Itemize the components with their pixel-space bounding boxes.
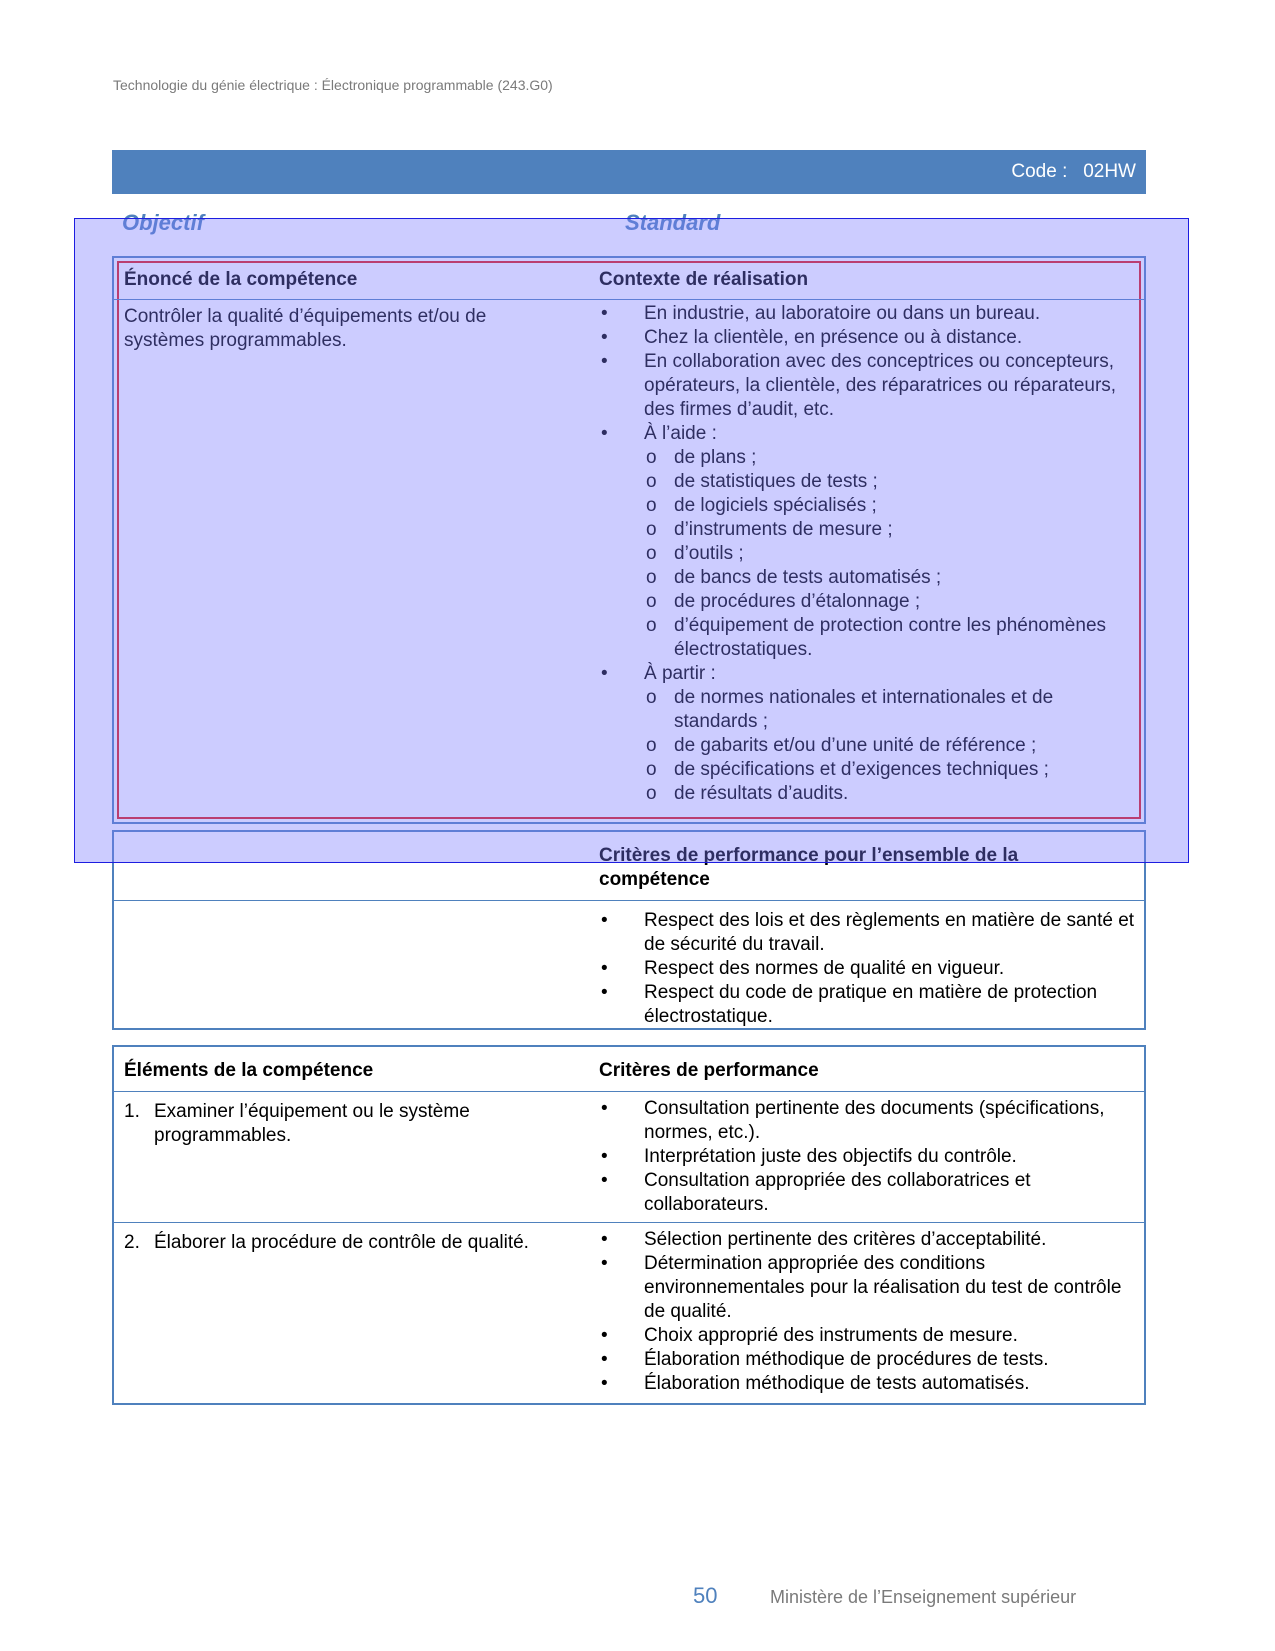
list-item: • Consultation pertinente des documents (spécifications, normes, etc.). — [599, 1097, 1139, 1145]
table-row — [114, 901, 1144, 1025]
code-value: 02HW — [1083, 161, 1136, 182]
list-item: • Élaboration méthodique de procédures de tests. — [599, 1348, 1139, 1372]
sub-list-item: o de gabarits et/ou d’une unité de référence ; — [644, 734, 1139, 758]
element-item — [124, 1100, 574, 1148]
list-item: • Chez la clientèle, en présence ou à distance. — [599, 326, 1139, 350]
table-row — [114, 1223, 1144, 1401]
sub-list-item: o d’instruments de mesure ; — [644, 518, 1139, 542]
list-item: • Consultation appropriée des collaboratrices et collaborateurs. — [599, 1169, 1139, 1217]
list-item: • Respect du code de pratique en matière de protection électrostatique. — [599, 981, 1139, 1029]
elements-criteria-table — [112, 1045, 1146, 1405]
running-header: Technologie du génie électrique : Électronique programmable (243.G0) — [113, 77, 553, 93]
list-item: • À l’aide : o de plans ; o de statistiques de tests ; o de logiciels spécialisés ; o d’instruments de mesure ; o d’outils ; o de bancs de tests automatisés ; o de procédures d’étalonnage ; o d’équipement de protection contre les phénomènes électrostatiques. — [599, 422, 1139, 662]
section-standard: Standard — [625, 210, 721, 235]
list-item: • Sélection pertinente des critères d’acceptabilité. — [599, 1228, 1139, 1252]
header-line: compétence — [599, 869, 710, 890]
list-item: • Détermination appropriée des conditions environnementales pour la réalisation du test de contrôle de qualité. — [599, 1252, 1139, 1324]
footer-organization: Ministère de l’Enseignement supérieur — [770, 1587, 1077, 1607]
element-item — [124, 1231, 574, 1255]
sub-list-item: o de procédures d’étalonnage ; — [644, 590, 1139, 614]
list-item: • Respect des lois et des règlements en matière de santé et de sécurité du travail. — [599, 909, 1139, 957]
header-line: Critères de performance pour l’ensemble de la — [599, 845, 1019, 866]
sub-list-item: o de spécifications et d’exigences techniques ; — [644, 758, 1139, 782]
table-row — [114, 1092, 1144, 1223]
table-header-row — [114, 1047, 1144, 1092]
statement-line: systèmes programmables. — [124, 330, 347, 351]
element-criteria-list — [599, 1097, 1139, 1217]
code-bar — [112, 150, 1146, 194]
element-text: Élaborer la procédure de contrôle de qualité. — [154, 1232, 529, 1253]
col-header-statement: Énoncé de la compétence — [124, 269, 358, 290]
list-item: • En collaboration avec des conceptrices ou concepteurs, opérateurs, la clientèle, des réparatrices ou réparateurs, des firmes d’audit, etc. — [599, 350, 1139, 422]
list-item: • Respect des normes de qualité en vigueur. — [599, 957, 1139, 981]
page-number: 50 — [693, 1583, 718, 1608]
list-item: • En industrie, au laboratoire ou dans un bureau. — [599, 302, 1139, 326]
sub-list-item: o de bancs de tests automatisés ; — [644, 566, 1139, 590]
sub-list-item: o d’outils ; — [644, 542, 1139, 566]
list-item: • Choix approprié des instruments de mesure. — [599, 1324, 1139, 1348]
list-item: • À partir : o de normes nationales et internationales et de standards ; o de gabarits et/ou d’une unité de référence ; o de spécifications et d’exigences techniques ; o de résultats d’audits. — [599, 662, 1139, 806]
element-number: 1. — [124, 1101, 140, 1122]
sub-list-item: o d’équipement de protection contre les phénomènes électrostatiques. — [644, 614, 1139, 662]
code-label: Code : 02HW — [1011, 161, 1136, 182]
sub-list-item: o de statistiques de tests ; — [644, 470, 1139, 494]
element-text: Examiner l’équipement ou le système programmables. — [154, 1101, 470, 1146]
col-header-context: Contexte de réalisation — [599, 269, 809, 290]
sub-list-item: o de logiciels spécialisés ; — [644, 494, 1139, 518]
list-item: • Interprétation juste des objectifs du contrôle. — [599, 1145, 1139, 1169]
element-criteria-list — [599, 1228, 1139, 1396]
statement-line: Contrôler la qualité d’équipements et/ou de — [124, 306, 487, 327]
section-objective: Objectif — [122, 210, 204, 235]
sub-list-item: o de normes nationales et internationales et de standards ; — [644, 686, 1139, 734]
element-number: 2. — [124, 1232, 140, 1253]
sub-list-item: o de résultats d’audits. — [644, 782, 1139, 806]
list-item: • Élaboration méthodique de tests automatisés. — [599, 1372, 1139, 1396]
sub-list-item: o de plans ; — [644, 446, 1139, 470]
selection-overlay — [74, 218, 1189, 863]
col-header-elements: Éléments de la compétence — [124, 1060, 374, 1081]
col-header-criteria: Critères de performance — [599, 1060, 819, 1081]
overall-criteria-list — [599, 909, 1139, 1029]
